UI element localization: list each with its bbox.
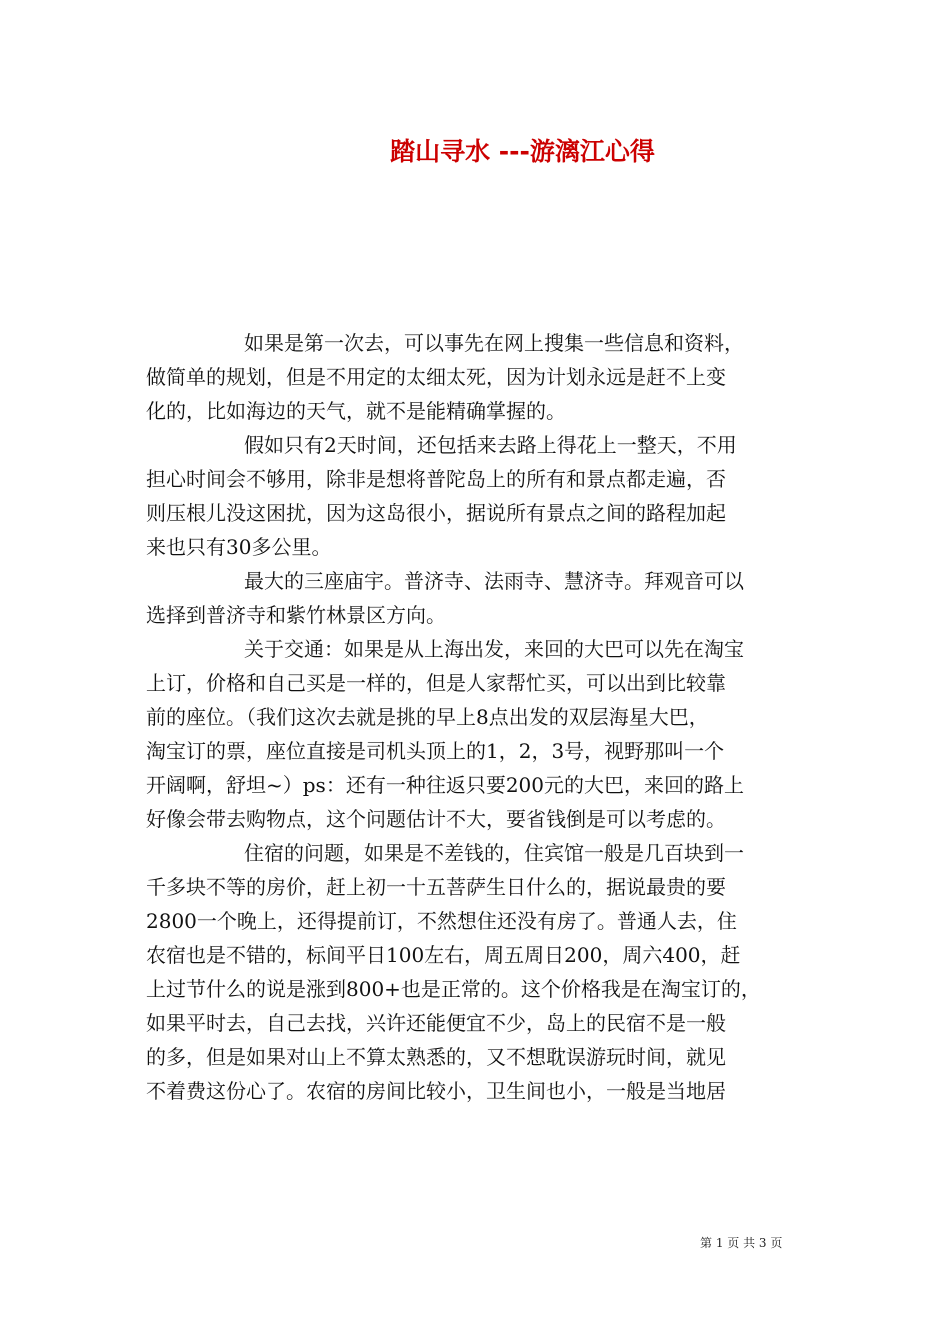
document-body <box>146 326 816 1108</box>
text-line: 开阔啊，舒坦~）ps：还有一种往返只要200元的大巴，来回的路上 <box>146 773 744 797</box>
text-line: 好像会带去购物点，这个问题估计不大，要省钱倒是可以考虑的。 <box>146 807 726 831</box>
text-line: 做简单的规划，但是不用定的太细太死，因为计划永远是赶不上变 <box>146 365 726 389</box>
paragraph-2 <box>146 428 816 564</box>
text-line: 如果平时去，自己去找，兴许还能便宜不少，岛上的民宿不是一般 <box>146 1011 726 1035</box>
text-line: 来也只有30多公里。 <box>146 535 332 559</box>
text-line: 2800一个晚上，还得提前订，不然想住还没有房了。普通人去，住 <box>146 909 737 933</box>
text-line: 如果是第一次去，可以事先在网上搜集一些信息和资料， <box>244 331 744 355</box>
paragraph-4 <box>146 632 816 836</box>
text-line: 千多块不等的房价，赶上初一十五菩萨生日什么的，据说最贵的要 <box>146 875 726 899</box>
text-line: 不着费这份心了。农宿的房间比较小，卫生间也小，一般是当地居 <box>146 1079 726 1103</box>
paragraph-5 <box>146 836 816 1108</box>
text-line: 的多，但是如果对山上不算太熟悉的，又不想耽误游玩时间，就见 <box>146 1045 726 1069</box>
page-title: 踏山寻水 ---游漓江心得 <box>390 137 655 166</box>
text-line: 上过节什么的说是涨到800+也是正常的。这个价格我是在淘宝订的， <box>146 977 761 1001</box>
text-line: 选择到普济寺和紫竹林景区方向。 <box>146 603 446 627</box>
text-line: 前的座位。（我们这次去就是挑的早上8点出发的双层海星大巴， <box>146 705 709 729</box>
text-line: 化的，比如海边的天气，就不是能精确掌握的。 <box>146 399 566 423</box>
paragraph-1 <box>146 326 816 428</box>
text-line: 住宿的问题，如果是不差钱的，住宾馆一般是几百块到一 <box>244 841 744 865</box>
text-line: 农宿也是不错的，标间平日100左右，周五周日200，周六400，赶 <box>146 943 741 967</box>
text-line: 上订，价格和自己买是一样的，但是人家帮忙买，可以出到比较靠 <box>146 671 726 695</box>
text-line: 则压根儿没这困扰，因为这岛很小，据说所有景点之间的路程加起 <box>146 501 726 525</box>
text-line: 关于交通：如果是从上海出发，来回的大巴可以先在淘宝 <box>244 637 744 661</box>
text-line: 担心时间会不够用，除非是想将普陀岛上的所有和景点都走遍，否 <box>146 467 726 491</box>
text-line: 假如只有2天时间，还包括来去路上得花上一整天，不用 <box>244 433 737 457</box>
text-line: 最大的三座庙宇。普济寺、法雨寺、慧济寺。拜观音可以 <box>244 569 744 593</box>
paragraph-3 <box>146 564 816 632</box>
page-number-footer: 第 1 页 共 3 页 <box>700 1236 783 1250</box>
text-line: 淘宝订的票，座位直接是司机头顶上的1，2，3号，视野那叫一个 <box>146 739 725 763</box>
